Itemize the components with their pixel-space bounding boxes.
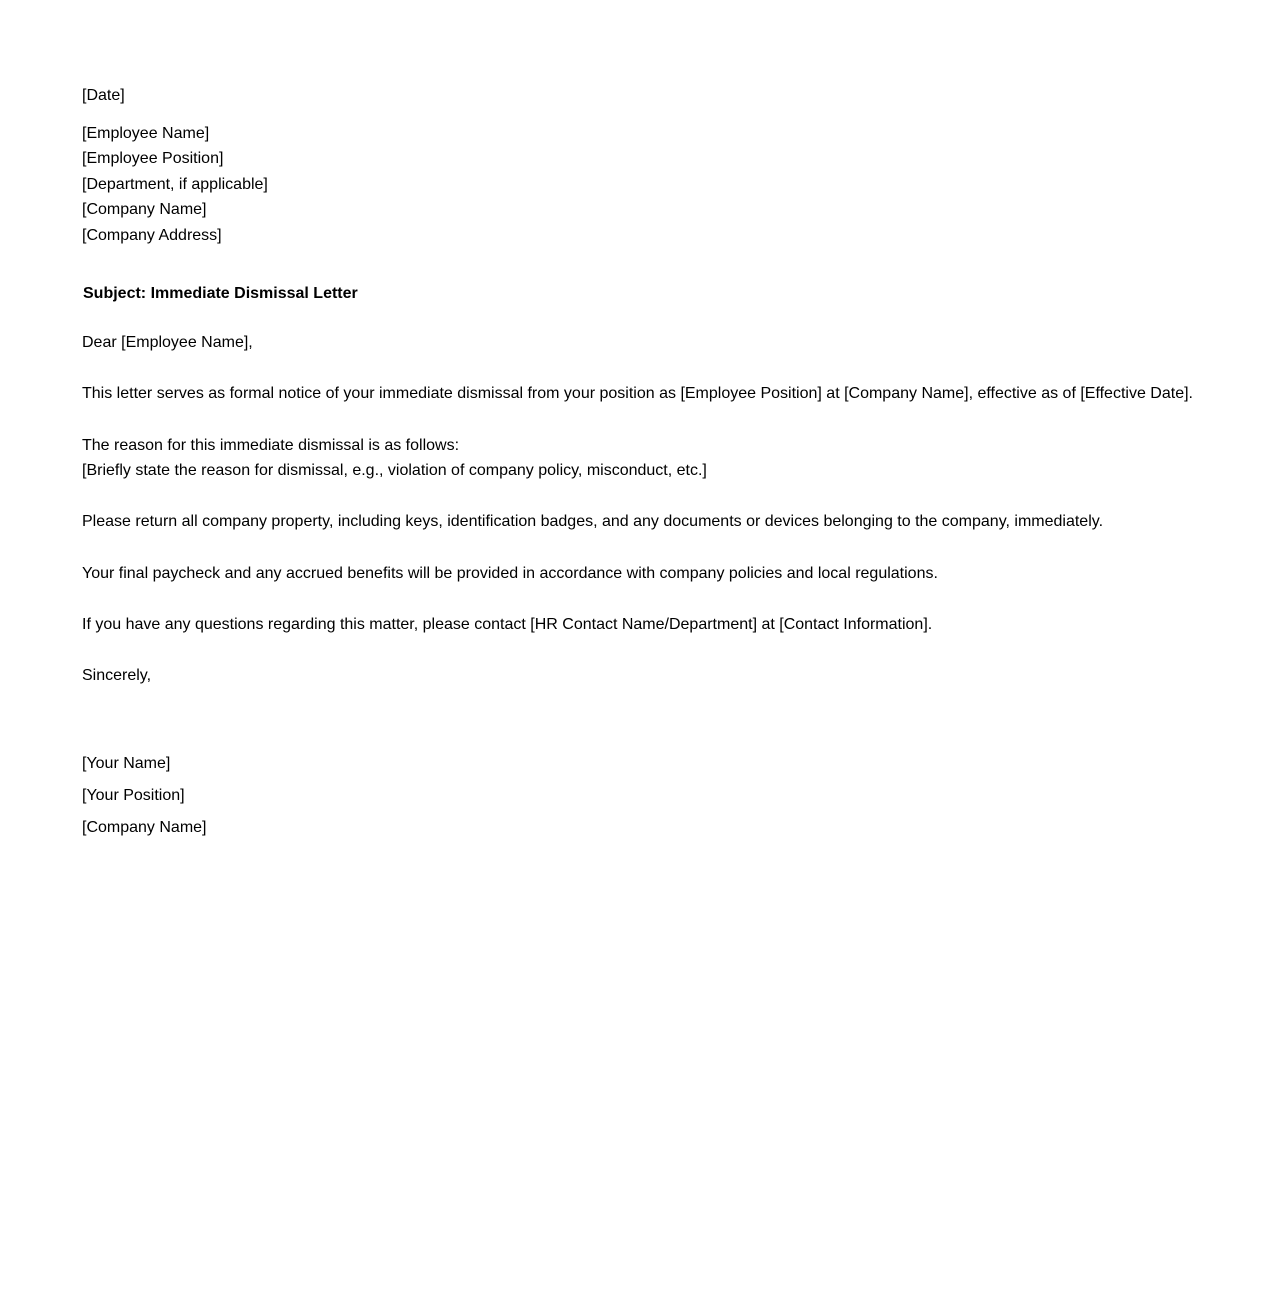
- paragraph-dismissal-notice: This letter serves as formal notice of your immediate dismissal from your position as [Employee Position] at [Company Name], effective as of [Effective Date].: [82, 385, 1193, 402]
- signature-company: [Company Name]: [82, 819, 207, 836]
- date-line: [Date]: [82, 87, 125, 104]
- recipient-name: [Employee Name]: [82, 125, 210, 142]
- paragraph-return-property: Please return all company property, including keys, identification badges, and any documents or devices belonging to the company, immediately.: [82, 513, 1104, 530]
- paragraph-contact: If you have any questions regarding this matter, please contact [HR Contact Name/Department] at [Contact Information].: [82, 616, 933, 633]
- recipient-position: [Employee Position]: [82, 150, 224, 167]
- paragraph-reason-detail: [Briefly state the reason for dismissal, e.g., violation of company policy, misconduct, etc.]: [82, 462, 707, 479]
- subject-line: Subject: Immediate Dismissal Letter: [83, 285, 358, 302]
- recipient-company: [Company Name]: [82, 201, 207, 218]
- paragraph-reason-intro: The reason for this immediate dismissal is as follows:: [82, 437, 460, 454]
- paragraph-final-paycheck: Your final paycheck and any accrued benefits will be provided in accordance with company policies and local regulations.: [82, 565, 938, 582]
- salutation: Dear [Employee Name],: [82, 334, 253, 351]
- signature-name: [Your Name]: [82, 755, 171, 772]
- recipient-department: [Department, if applicable]: [82, 176, 268, 193]
- signature-position: [Your Position]: [82, 787, 185, 804]
- recipient-address: [Company Address]: [82, 227, 222, 244]
- closing: Sincerely,: [82, 667, 152, 684]
